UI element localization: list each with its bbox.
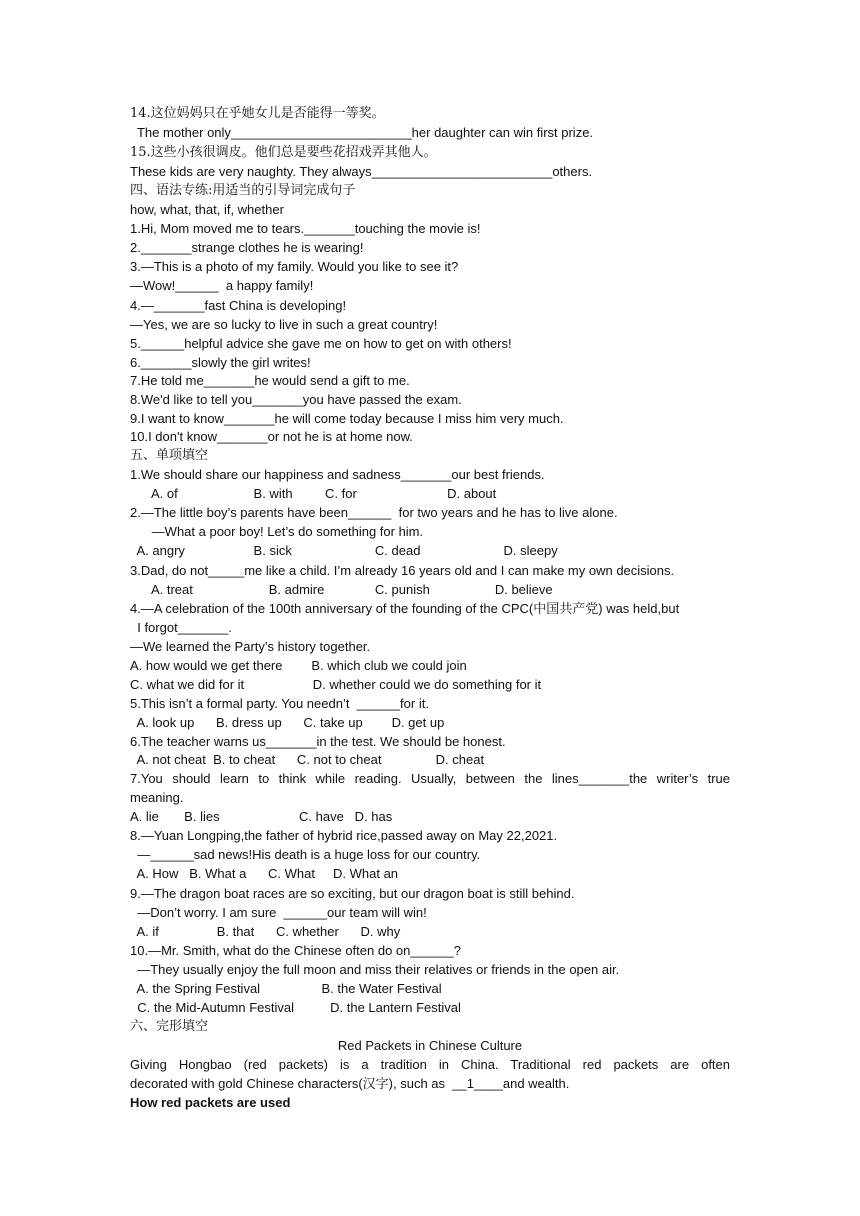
mc-8-reply: —______sad news!His death is a huge loss for our country. (130, 847, 481, 862)
grammar-item-6: 6._______slowly the girl writes! (130, 355, 311, 370)
mc-6-question: 6.The teacher warns us_______in the test. We should be honest. (130, 734, 506, 749)
mc-3-options: A. treat B. admire C. punish D. believe (130, 582, 553, 597)
mc-4-options-cd: C. what we did for it D. whether could we do something for it (130, 677, 542, 692)
mc-7-question-cont: meaning. (130, 790, 184, 805)
mc-3-question: 3.Dad, do not_____me like a child. I’m already 16 years old and I can make my own decisions. (130, 563, 675, 578)
passage-title: Red Packets in Chinese Culture (337, 1038, 523, 1053)
grammar-item-3-reply: —Wow!______ a happy family! (130, 278, 314, 293)
section-4-heading: 四、语法专练:用适当的引导词完成句子 (130, 183, 356, 198)
section-6-heading: 六、完形填空 (130, 1019, 209, 1034)
grammar-item-5: 5.______helpful advice she gave me on how to get on with others! (130, 336, 512, 351)
mc-5-options: A. look up B. dress up C. take up D. get up (130, 715, 445, 730)
mc-2-options: A. angry B. sick C. dead D. sleepy (130, 543, 558, 558)
question-15-chinese: 15.这些小孩很调皮。他们总是要些花招戏弄其他人。 (130, 145, 437, 160)
grammar-item-1: 1.Hi, Mom moved me to tears._______touching the movie is! (130, 221, 481, 236)
grammar-item-9: 9.I want to know_______he will come today because I miss him very much. (130, 411, 564, 426)
section-5-heading: 五、单项填空 (130, 448, 209, 463)
grammar-item-10: 10.I don't know_______or not he is at home now. (130, 429, 413, 444)
mc-8-options: A. How B. What a C. What D. What an (130, 866, 399, 881)
word-bank: how, what, that, if, whether (130, 202, 284, 217)
mc-8-question: 8.—Yuan Longping,the father of hybrid rice,passed away on May 22,2021. (130, 828, 558, 843)
grammar-item-2: 2._______strange clothes he is wearing! (130, 240, 364, 255)
mc-2-question: 2.—The little boy’s parents have been______ for two years and he has to live alone. (130, 505, 618, 520)
question-14-chinese: 14.这位妈妈只在乎她女儿是否能得一等奖。 (130, 106, 385, 121)
mc-9-options: A. if B. that C. whether D. why (130, 924, 401, 939)
passage-subheading: How red packets are used (130, 1095, 291, 1110)
passage-line-2: decorated with gold Chinese characters(汉字), such as __1____and wealth. (130, 1076, 570, 1091)
grammar-item-3: 3.—This is a photo of my family. Would you like to see it? (130, 259, 459, 274)
mc-1-question: 1.We should share our happiness and sadness_______our best friends. (130, 467, 545, 482)
mc-9-reply: —Don’t worry. I am sure ______our team will win! (130, 905, 427, 920)
mc-4-question-cont: I forgot_______. (130, 620, 232, 635)
mc-10-reply: —They usually enjoy the full moon and miss their relatives or friends in the open air. (130, 962, 620, 977)
mc-9-question: 9.—The dragon boat races are so exciting, but our dragon boat is still behind. (130, 886, 575, 901)
question-14-english: The mother only_________________________her daughter can win first prize. (130, 125, 594, 140)
mc-10-options-cd: C. the Mid-Autumn Festival D. the Lantern Festival (130, 1000, 461, 1015)
grammar-item-4: 4.—_______fast China is developing! (130, 298, 347, 313)
grammar-item-7: 7.He told me_______he would send a gift to me. (130, 373, 410, 388)
mc-2-reply: —What a poor boy! Let’s do something for him. (130, 524, 424, 539)
mc-5-question: 5.This isn’t a formal party. You needn’t ______for it. (130, 696, 429, 711)
mc-10-question: 10.—Mr. Smith, what do the Chinese often do on______? (130, 943, 461, 958)
grammar-item-4-reply: —Yes, we are so lucky to live in such a great country! (130, 317, 438, 332)
mc-7-options: A. lie B. lies C. have D. has (130, 809, 393, 824)
mc-6-options: A. not cheat B. to cheat C. not to cheat D. cheat (130, 752, 485, 767)
mc-4-reply: —We learned the Party’s history together. (130, 639, 371, 654)
mc-7-question: 7.You should learn to think while reading. Usually, between the lines_______the writer’s true (130, 771, 730, 786)
grammar-item-8: 8.We'd like to tell you_______you have passed the exam. (130, 392, 462, 407)
question-15-english: These kids are very naughty. They always_________________________others. (130, 164, 593, 179)
mc-1-options: A. of B. with C. for D. about (130, 486, 497, 501)
passage-line-1: Giving Hongbao (red packets) is a tradition in China. Traditional red packets are often (130, 1057, 730, 1072)
mc-4-question: 4.—A celebration of the 100th anniversary of the founding of the CPC(中国共产党) was held,but (130, 601, 680, 616)
mc-10-options-ab: A. the Spring Festival B. the Water Festival (130, 981, 442, 996)
mc-4-options-ab: A. how would we get there B. which club we could join (130, 658, 467, 673)
